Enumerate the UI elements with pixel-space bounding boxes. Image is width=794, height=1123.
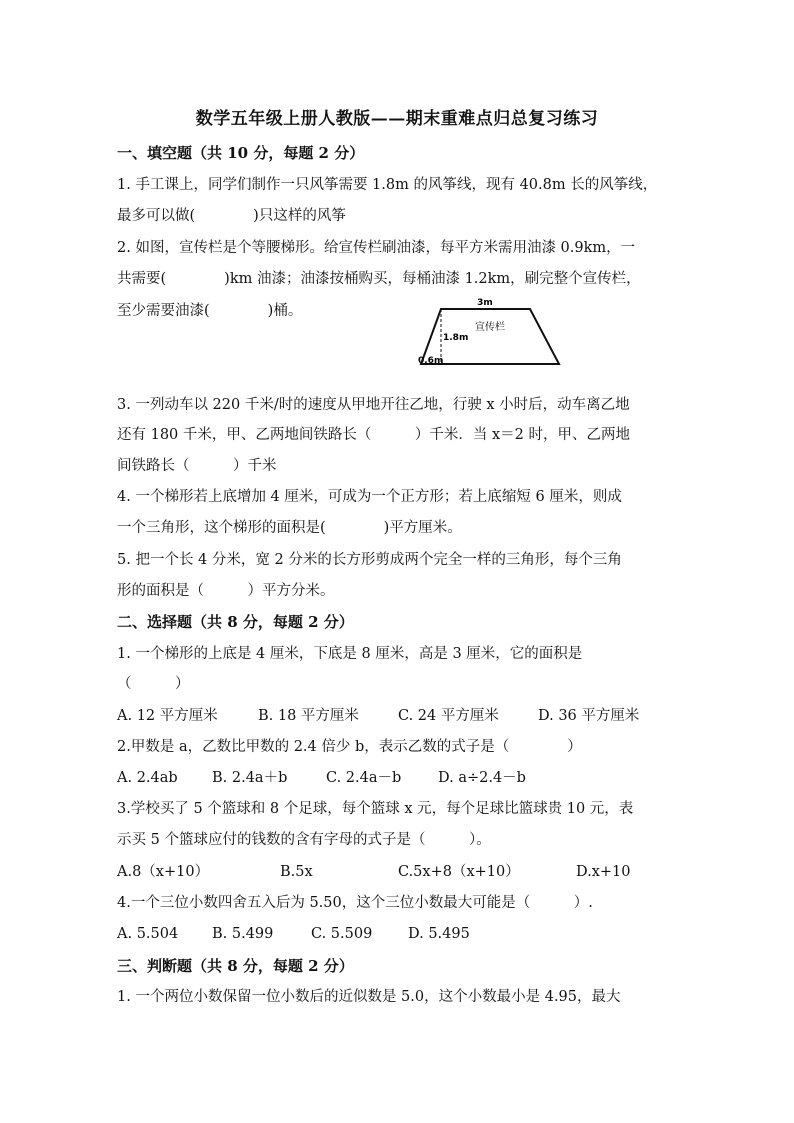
option-c: C. 5.509 (311, 926, 373, 942)
option-d: D. 5.495 (408, 926, 470, 942)
option-b: B. 2.4a＋b (212, 770, 288, 786)
question-text: 2.甲数是 a，乙数比甲数的 2.4 倍少 b，表示乙数的式子是（ ） (117, 739, 582, 755)
board-label: 宣传栏 (475, 322, 505, 333)
option-c: C. 24 平方厘米 (398, 708, 499, 724)
top-base-label: 3m (477, 298, 493, 308)
option-d: D. a÷2.4－b (438, 770, 526, 786)
section-heading-fill-in: 一、填空题（共 10 分，每题 2 分） (117, 144, 365, 162)
option-a: A. 5.504 (117, 926, 179, 942)
question-text: 还有 180 千米，甲、乙两地间铁路长（ ）千米．当 x＝2 时，甲、乙两地 (117, 427, 631, 443)
option-b: B. 5.499 (212, 926, 274, 942)
question-text: 3. 一列动车以 220 千米/时的速度从甲地开往乙地，行驶 x 小时后，动车离乙地 (117, 397, 630, 413)
option-b: B.5x (280, 864, 313, 880)
question-text: 一个三角形，这个梯形的面积是( )平方厘米。 (117, 520, 462, 536)
question-text: 示买 5 个篮球应付的钱数的含有字母的式子是（ ）。 (117, 832, 491, 848)
question-text: （ ） (117, 676, 190, 692)
question-text: 1. 一个梯形的上底是 4 厘米，下底是 8 厘米，高是 3 厘米，它的面积是 (117, 646, 583, 662)
option-a: A.8（x+10） (117, 864, 210, 880)
question-text: 4.一个三位小数四舍五入后为 5.50，这个三位小数最大可能是（ ）. (117, 895, 593, 911)
question-text: 1. 一个两位小数保留一位小数后的近似数是 5.0，这个小数最小是 4.95，最大 (117, 989, 621, 1005)
question-text: 1. 手工课上，同学们制作一只风筝需要 1.8m 的风筝线，现有 40.8m 长的风筝线， (117, 177, 658, 193)
height-label: 1.8m (443, 333, 469, 343)
option-b: B. 18 平方厘米 (258, 708, 359, 724)
trapezoid-diagram (412, 292, 572, 370)
offset-label: 0.6m (418, 356, 444, 366)
question-text: 3.学校买了 5 个篮球和 8 个足球，每个篮球 x 元，每个足球比篮球贵 10 元，表 (117, 801, 634, 817)
option-d: D. 36 平方厘米 (538, 708, 640, 724)
question-text: 间铁路长（ ）千米 (117, 458, 277, 474)
option-c: C. 2.4a－b (326, 770, 402, 786)
question-text: 形的面积是（ ）平方分米。 (117, 583, 335, 599)
question-text: 4. 一个梯形若上底增加 4 厘米，可成为一个正方形；若上底缩短 6 厘米，则成 (117, 489, 622, 505)
question-text: 共需要( )km 油漆；油漆按桶购买，每桶油漆 1.2km，刷完整个宣传栏， (117, 271, 641, 287)
option-c: C.5x+8（x+10） (398, 864, 520, 880)
option-a: A. 12 平方厘米 (117, 708, 218, 724)
section-heading-choice: 二、选择题（共 8 分，每题 2 分） (117, 613, 354, 631)
option-d: D.x+10 (576, 864, 631, 880)
question-text: 至少需要油漆( )桶。 (117, 303, 303, 319)
section-heading-true-false: 三、判断题（共 8 分，每题 2 分） (117, 957, 354, 975)
question-text: 最多可以做( )只这样的风筝 (117, 208, 346, 224)
option-a: A. 2.4ab (117, 770, 178, 786)
page-title: 数学五年级上册人教版——期末重难点归总复习练习 (195, 109, 599, 129)
question-text: 5. 把一个长 4 分米，宽 2 分米的长方形剪成两个完全一样的三角形，每个三角 (117, 552, 622, 568)
question-text: 2. 如图，宣传栏是个等腰梯形。给宣传栏刷油漆，每平方米需用油漆 0.9km，一 (117, 240, 636, 256)
